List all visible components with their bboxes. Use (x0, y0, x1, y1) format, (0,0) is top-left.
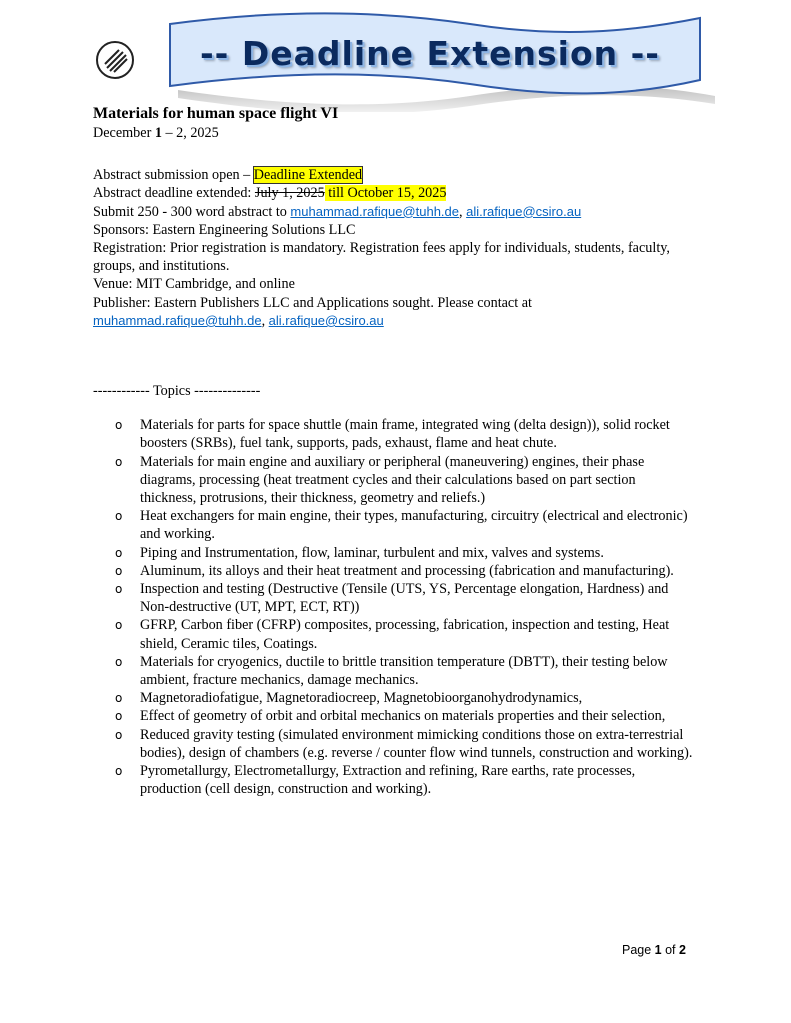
bullet-icon: o (115, 618, 123, 633)
topics-heading: ------------ Topics -------------- (93, 383, 261, 400)
topic-text: GFRP, Carbon fiber (CFRP) composites, processing, fabrication, inspection and testing, Heat shield, Ceramic tiles, Coatings. (140, 617, 670, 652)
topic-item (93, 707, 693, 725)
new-deadline: till October 15, 2025 (324, 185, 447, 202)
bullet-icon: o (115, 454, 123, 469)
sponsors-line: Sponsors: Eastern Engineering Solutions LLC (93, 221, 356, 238)
bullet-icon: o (115, 691, 123, 706)
conference-title: Materials for human space flight VI (93, 105, 339, 122)
bullet-icon: o (115, 418, 123, 433)
topic-text: Materials for cryogenics, ductile to brittle transition temperature (DBTT), their testing below ambient, fracture mechanics, damage mechanics. (140, 653, 668, 689)
topic-text: Magnetoradiofatigue, Magnetoradiocreep, Magnetobioorganohydrodynamics, (140, 690, 583, 707)
bullet-icon: o (115, 764, 123, 779)
contact-email-link-tuhh[interactable]: muhammad.rafique@tuhh.de (93, 312, 262, 328)
topic-item (93, 726, 693, 762)
topic-item (93, 653, 693, 689)
abstract-submission-open: Abstract submission open – Deadline Extended (93, 167, 363, 184)
contact-email-link-csiro[interactable]: ali.rafique@csiro.au (268, 312, 384, 328)
bullet-icon: o (115, 654, 123, 669)
registration-text: Registration: Prior registration is mandatory. Registration fees apply for individuals, students, faculty, groups, and institutions. (93, 240, 670, 275)
topic-text: Materials for parts for space shuttle (main frame, integrated wing (delta design)), solid rocket boosters (SRBs), fuel tank, supports, pads, exhaust, flame and heat chute. (140, 417, 670, 452)
topic-text: Inspection and testing (Destructive (Tensile (UTS, YS, Percentage elongation, Hardness) and Non-destructive (UT, MPT, ECT, RT)) (140, 581, 669, 616)
topic-item (93, 544, 693, 562)
bullet-icon: o (115, 727, 123, 742)
conference-dates: December 1 – 2, 2025 (93, 125, 219, 141)
publisher-line: Publisher: Eastern Publishers LLC and Applications sought. Please contact at (93, 294, 532, 311)
topic-text: Piping and Instrumentation, flow, laminar, turbulent and mix, valves and systems. (140, 544, 604, 561)
banner-title: -- Deadline Extension -- (199, 34, 660, 73)
contact-emails: muhammad.rafique@tuhh.de, ali.rafique@csiro.au (93, 312, 384, 329)
topic-text: Effect of geometry of orbit and orbital mechanics on materials properties and their selection, (140, 708, 666, 725)
topic-text: Pyrometallurgy, Electrometallurgy, Extraction and refining, Rare earths, rate processes, production (cell design, construction and working). (140, 763, 636, 798)
venue-line: Venue: MIT Cambridge, and online (93, 276, 295, 293)
topic-item (93, 562, 693, 580)
submit-abstract-line: Submit 250 - 300 word abstract to muhammad.rafique@tuhh.de, ali.rafique@csiro.au (93, 203, 582, 220)
topic-item (93, 762, 693, 798)
deadline-extension-banner (160, 12, 720, 112)
topic-text: Materials for main engine and auxiliary or peripheral (maneuvering) engines, their phase diagrams, processing (heat treatment cycles and their calculations based on part section thickness, protrusions, their thickness, geometry and reliefs.) (140, 453, 645, 507)
old-deadline: July 1, 2025 (254, 185, 325, 202)
bullet-icon: o (115, 545, 123, 560)
abstract-deadline: Abstract deadline extended: July 1, 2025 till October 15, 2025 (93, 185, 447, 202)
document-body (93, 104, 693, 799)
bullet-icon: o (115, 709, 123, 724)
email-link-csiro[interactable]: ali.rafique@csiro.au (466, 203, 582, 219)
bullet-icon: o (115, 582, 123, 597)
conference-logo-icon (95, 40, 135, 80)
topic-text: Aluminum, its alloys and their heat treatment and processing (fabrication and manufacturing). (140, 562, 674, 579)
deadline-extended-badge: Deadline Extended (253, 167, 363, 184)
bullet-icon: o (115, 509, 123, 524)
topic-item (93, 616, 693, 652)
topic-text: Heat exchangers for main engine, their types, manufacturing, circuitry (electrical and electronic) and working. (140, 508, 688, 543)
topic-item (93, 689, 693, 707)
email-link-tuhh[interactable]: muhammad.rafique@tuhh.de (290, 203, 459, 219)
topic-item (93, 507, 693, 543)
topic-item (93, 580, 693, 616)
topic-item (93, 453, 693, 508)
topic-item (93, 416, 693, 452)
start-day: 1 (154, 125, 162, 141)
topic-text: Reduced gravity testing (simulated environment mimicking conditions those on extra-terrestrial bodies), design of chambers (e.g. reverse / counter flow wind tunnels, construction and working). (140, 726, 693, 761)
topics-list (93, 416, 693, 798)
page-number: Page 1 of 2 (622, 943, 686, 957)
bullet-icon: o (115, 563, 123, 578)
